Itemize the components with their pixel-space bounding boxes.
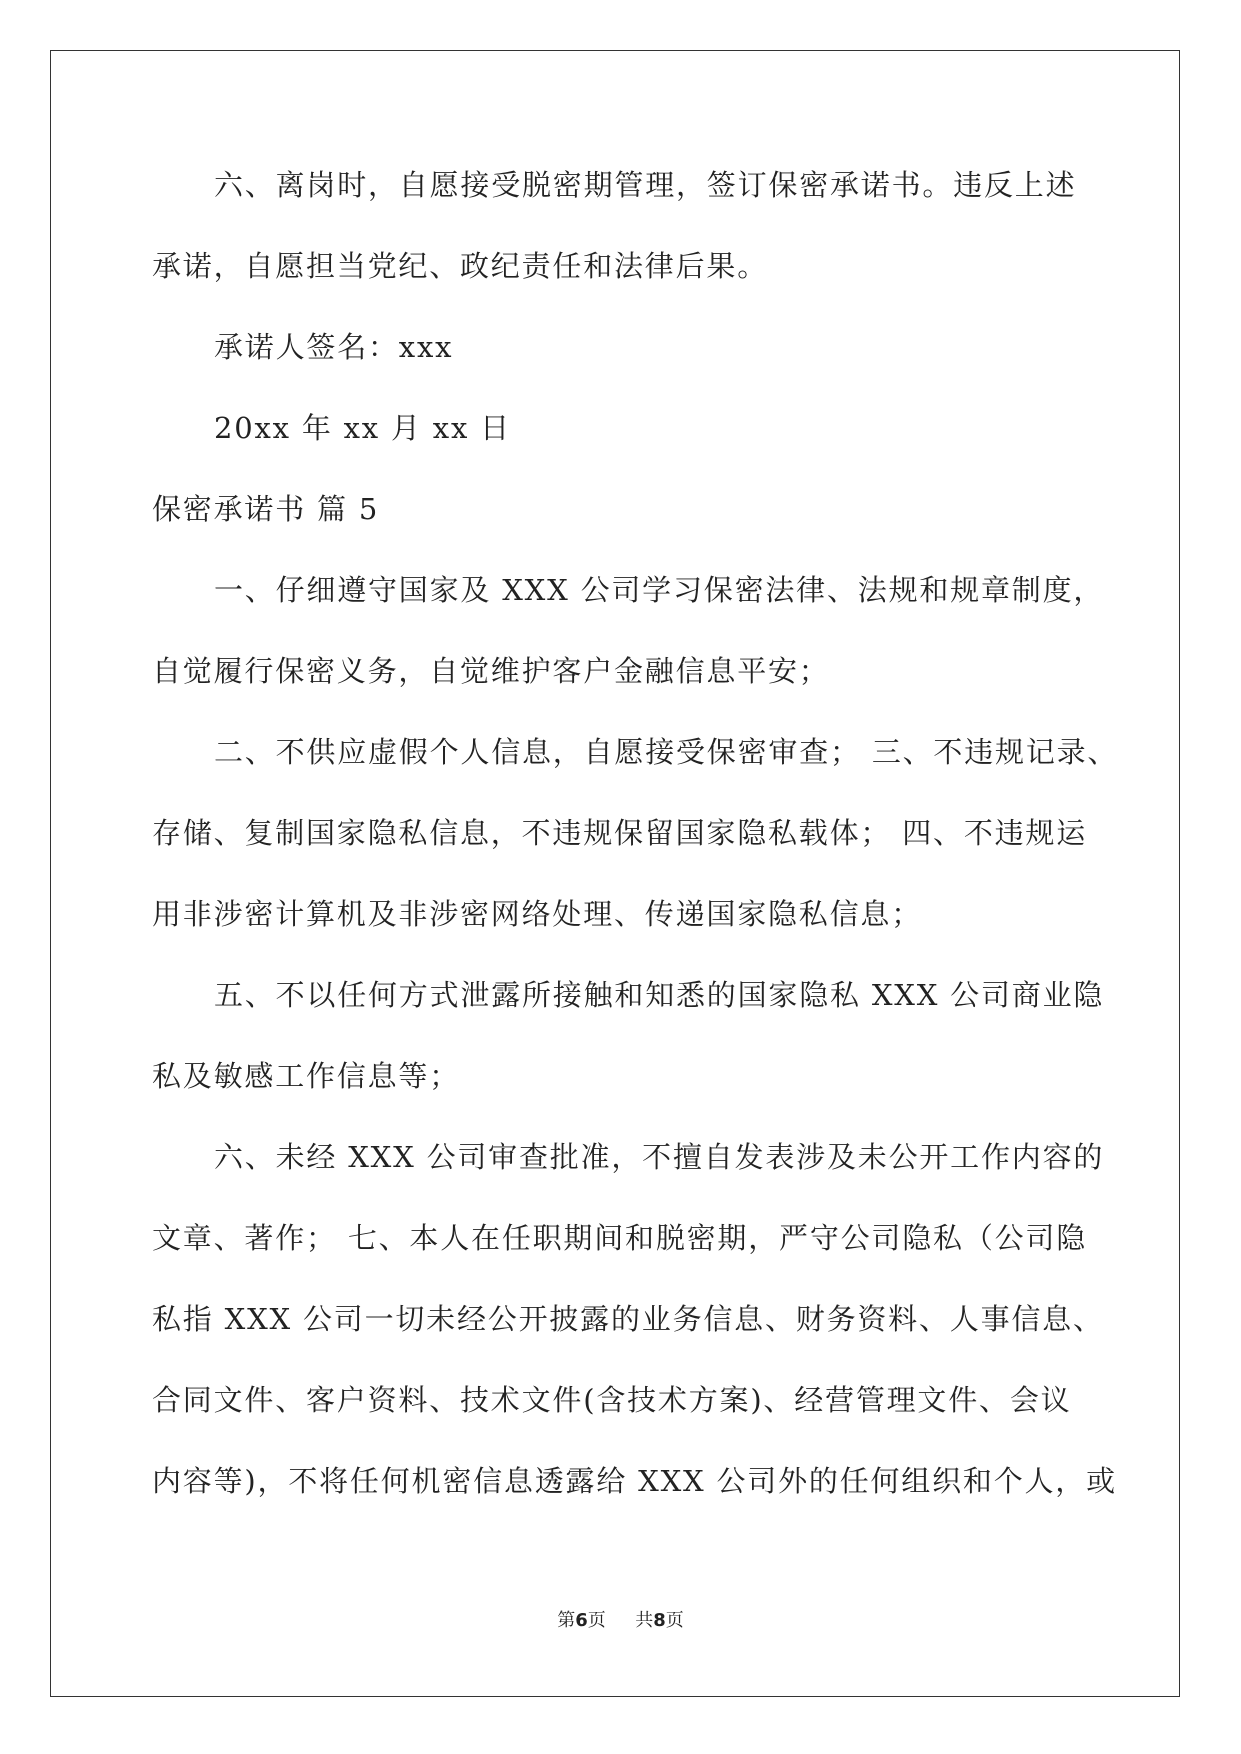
- footer-total-pages: 8: [653, 1610, 666, 1631]
- footer-total-prefix: 共: [635, 1610, 654, 1631]
- footer-total-suffix: 页: [665, 1610, 684, 1631]
- paragraph-line: 承诺，自愿担当党纪、政纪责任和法律后果。: [152, 249, 769, 283]
- paragraph-line: 用非涉密计算机及非涉密网络处理、传递国家隐私信息；: [152, 897, 923, 931]
- document-body: [152, 165, 1119, 1502]
- paragraph-line: 文章、著作； 七、本人在任职期间和脱密期，严守公司隐私（公司隐: [152, 1221, 1088, 1255]
- date-line: 20xx 年 xx 月 xx 日: [214, 411, 511, 445]
- footer-page-number: 6: [575, 1610, 588, 1631]
- paragraph-line: 六、离岗时，自愿接受脱密期管理，签订保密承诺书。违反上述: [214, 168, 1077, 202]
- paragraph-line: 私及敏感工作信息等；: [152, 1059, 461, 1093]
- paragraph-line: 六、未经 XXX 公司审查批准，不擅自发表涉及未公开工作内容的: [214, 1140, 1105, 1174]
- footer-prefix: 第: [557, 1610, 576, 1631]
- paragraph-line: 私指 XXX 公司一切未经公开披露的业务信息、财务资料、人事信息、: [152, 1302, 1104, 1336]
- section-heading: 保密承诺书 篇 5: [152, 492, 380, 526]
- footer-page-suffix: 页: [587, 1610, 606, 1631]
- paragraph-line: 一、仔细遵守国家及 XXX 公司学习保密法律、法规和规章制度，: [214, 573, 1105, 607]
- page-footer: [0, 1609, 1241, 1633]
- signature-line: 承诺人签名：xxx: [214, 330, 454, 364]
- paragraph-line: 合同文件、客户资料、技术文件(含技术方案)、经营管理文件、会议: [152, 1383, 1072, 1417]
- paragraph-line: 内容等)，不将任何机密信息透露给 XXX 公司外的任何组织和个人，或: [152, 1464, 1117, 1498]
- paragraph-line: 自觉履行保密义务，自觉维护客户金融信息平安；: [152, 654, 830, 688]
- paragraph-line: 五、不以任何方式泄露所接触和知悉的国家隐私 XXX 公司商业隐: [214, 978, 1105, 1012]
- paragraph-line: 二、不供应虚假个人信息，自愿接受保密审查； 三、不违规记录、: [214, 735, 1119, 769]
- paragraph-line: 存储、复制国家隐私信息，不违规保留国家隐私载体； 四、不违规运: [152, 816, 1088, 850]
